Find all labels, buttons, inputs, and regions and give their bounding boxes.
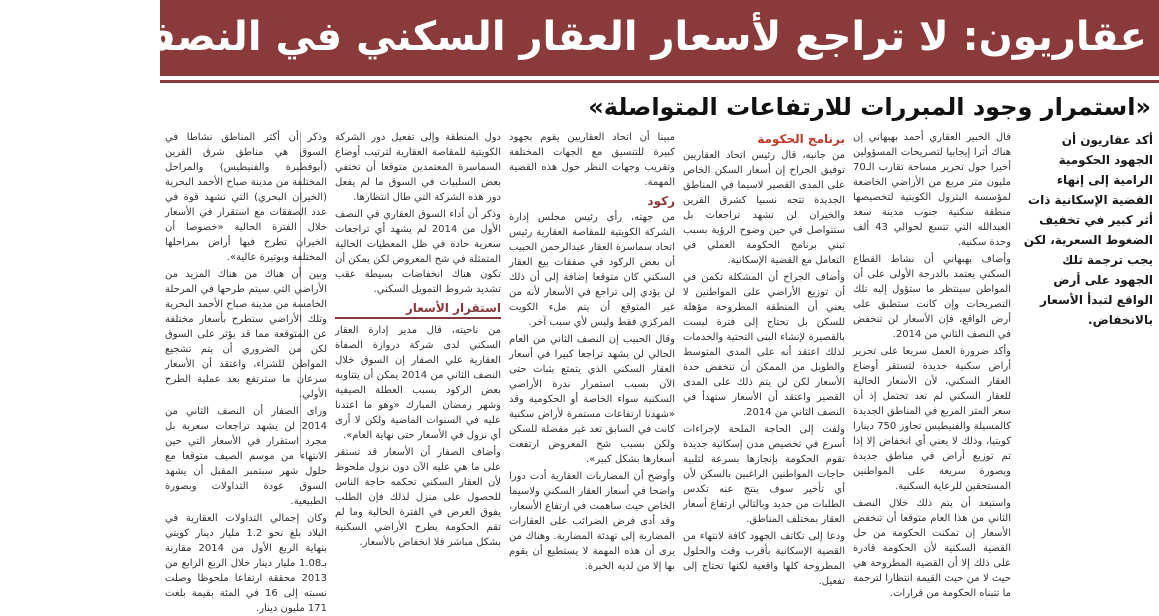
paragraph: وأضاف بهبهاني أن نشاط القطاع السكني يعتمد بالدرجة الأولى على أن المواطن سينتظر ما ستؤول إليه تلك التصريحات وإن كانت ستطبق على أرض الواقع، فإن الأسعار لن تنخفض في النصف الثاني من 2014. xyxy=(853,254,1011,340)
paragraph: وكان إجمالي التداولات العقارية في البلاد بلغ نحو 1.2 مليار دينار كويتي بنهاية الربع الأول من 2014 مقارنة بـ1.08 مليار دينار خلال الربع الرابع من 2013 محققة ارتفاعا ملحوظا وصلت نسبته إلى 16 في المئة بقيمة بلغت 171 مليون دينار. xyxy=(165,513,328,614)
headline-banner xyxy=(0,0,1159,76)
paragraph: وذكر أن أكثر المناطق نشاطا في السوق هي مناطق شرق القرين (أبوفطيرة والفنيطيس) والمراحل المختلفة من مدينة صباح الأحمد البحرية (الخيران البحري) التي تشهد قوة في عدد الصفقات مع استقرار في الأسعار خلال الفترة الحالية «خصوصا أن الخيران تطرح فيها أراض بمراحلها المختلفة وبوتيرة عالية». xyxy=(165,132,327,263)
section-heading: استقرار الأسعار xyxy=(335,299,501,319)
paragraph: من جهته، رأى رئيس مجلس إدارة الشركة الكويتية للمقاصة العقارية رئيس اتحاد سماسرة العقار عبدالرحمن الحبيب أن بعض الركود في صفقات بيع العقار السكني كان متوقعا إضافة إلى أن ذلك لن يؤدي إلى تراجع في الأسعار لأنه من غير المتوقع أن يتم ملء الكويت المركزي فقط وليس لأي سبب آخر. xyxy=(509,212,675,328)
section-heading: برنامج الحكومة xyxy=(757,132,845,146)
paragraph: ودعا إلى تكاتف الجهود كافة لانتهاء من القضية الإسكانية بأقرب وقت والحلول المطروحة كلها واقعية لكنها تحتاج إلى تفعيل. xyxy=(683,531,845,587)
paragraph: وأضاف الصفار أن الأسعار قد تستقر على ما هي عليه الآن دون نزول ملحوظ لأن العقار السكني تحكمه حاجة الناس للحصول على منزل لذلك فإن الطلب يفوق العرض في الفترة الحالية وما لم تقم الحكومة بطرح الأراضي السكنية بشكل مباشر فلا انخفاض بالأسعار. xyxy=(335,447,501,548)
text-column-2 xyxy=(683,130,845,587)
paragraph: ولفت إلى الحاجة الملحة لإجراءات أسرع في تخصيص مدن إسكانية جديدة تقوم الحكومة بإنجازها بسرعة لتلبية حاجات المواطنين الراغبين بالسكن لأن أي تأخير سوف ينتج عنه تكدس الطلبات من جديد وبالتالي ارتفاع أسعار العقار بمختلف المناطق. xyxy=(683,424,845,525)
paragraph: وقال الحبيب إن النصف الثاني من العام الحالي لن يشهد تراجعا كبيرا في أسعار العقار السكني الذي يتمتع بثبات حتى الآن بسبب استمرار ندرة الأراضي السكنية سواء الخاصة أو الحكومية وقد «شهدنا ارتفاعات مستمرة لأراض سكنية كانت في السابق تعد غير مفضلة للسكن ولكن بسبب شح المعروض ارتفعت أسعارها بشكل كبير». xyxy=(509,334,675,465)
paragraph: من ناحيته، قال مدير إدارة العقار السكني لدى شركة دروازة الصفاة العقارية علي الصفار إن السوق خلال النصف الثاني من 2014 يمكن أن يتناوبه بعض الركود بسبب العطلة الصيفية وشهر رمضان المبارك «وهو ما اعتدنا عليه في السنوات الماضية ولكن لا أرى أي نزول في الأسعار حتى نهاية العام». xyxy=(335,325,501,441)
text-column-3 xyxy=(509,130,675,572)
paragraph: قال الخبير العقاري أحمد بهبهاني إن هناك أثرا إيجابيا لتصريحات المسؤولين أخيرا حول تحرير مساحة تقارب الـ70 مليون متر مربع من الأراضي الخاضعة لمؤسسة البترول الكويتية لتخصيصها منطقة سكنية جنوب مدينة سعد العبدالله التي تتسع لحوالي 43 ألف وحدة سكنية. xyxy=(853,132,1011,248)
paragraph: وأضاف الجراح أن المشكلة تكمن في أن توزيع الأراضي على المواطنين لا يعني أن المنطقة المطروحة مؤهلة للسكن بل تحتاج إلى فترة ليست بالقصيرة لإنشاء البنى التحتية والخدمات لذلك اعتقد أنه على المدى المتوسط والطويل من الممكن أن تنخفض حدة الأسعار لكن لن يتم ذلك على المدى القصير واعتقد أن الأسعار ستهدأ في النصف الثاني من 2014. xyxy=(683,272,845,418)
paragraph: مبينا أن اتحاد العقاريين يقوم بجهود كبيرة للتنسيق مع الجهات المختلفة وتقريب وجهات النظر حول هذه القضية المهمة. xyxy=(509,132,675,188)
divider xyxy=(160,80,1159,83)
text-column-5 xyxy=(165,130,328,614)
page-title: عقاريون: لا تراجع لأسعار العقار السكني في النصف الثاني xyxy=(0,14,1147,60)
subheadline: «استمرار وجود المبررات للارتفاعات المتواصلة» xyxy=(588,93,1151,121)
paragraph: واستبعد أن يتم ذلك خلال النصف الثاني من هذا العام متوقعا أن تنخفض الأسعار إن تمكنت الحكومة من حل القضية السكنية لأن الحكومة قادرة على ذلك إلا أن القضية المطروحة هي حيث لا من حيث القيمة انتظارا لترجمة ما تتبناه الحكومة من قرارات. xyxy=(853,498,1011,599)
paragraph: وبين أن هناك من هناك المزيد من الأراضي التي سيتم طرحها في المرحلة الخامسة من مدينة صباح الأحمد البحرية وتلك الأراضي ستطرح بأسعار مختلفة عن المتوقعة مما قد يؤثر على السوق لكن من الضروري أن يتم تشجيع المواطن للشراء، واعتقد أن الأسعار سرعان ما سترتفع بعد عملية الطرح الأولي. xyxy=(165,269,327,400)
paragraph: وراى الصفار أن النصف الثاني من 2014 لن يشهد تراجعات سعرية بل مجرد استقرار في الأسعار التي حين الانتهاء من موسم الصيف متوقعا مع حلول شهر سبتمبر المقبل أن يشهد السوق عودة التداولات وبصورة الطبيعية. xyxy=(165,406,327,507)
paragraph: دول المنطقة وإلى تفعيل دور الشركة الكويتية للمقاصة العقارية لترتيب أوضاع السماسرة المعتمدين متوقعا أن تختفي بعض السلبيات في السوق ما لم يفعل دور هذه الشركة التي طال انتظارها. xyxy=(335,132,501,203)
section-heading: ركود xyxy=(647,194,675,208)
paragraph: وأوضح أن المضاربات العقارية أدت دورا واضحا في أسعار العقار السكني ولاسيما الخاص حيث ساهمت في ارتفاع الأسعار، وقد أدى فرض الضرائب على العقارات المضاربة إلى تهدئة المضاربة. وهناك من يرى أن هذه المهمة لا يستطيع أن يقوم بها إلا من لديه الخبرة. xyxy=(509,471,675,572)
text-column-1 xyxy=(853,130,1011,599)
lead-paragraph: أكد عقاريون أن الجهود الحكومية الرامية إلى إنهاء القضية الإسكانية ذات أثر كبير في تخفيف الضغوط السعرية، لكن يجب ترجمة تلك الجهود على أرض الواقع لتبدأ الأسعار بالانخفاض. xyxy=(1023,133,1153,327)
paragraph: وأكد ضرورة العمل سريعا على تحرير أراض سكنية جديدة لتستقر أوضاع العقار السكني، لأن الأسعار الحالية للعقار السكني لم تعد تحتمل إذ أن سعر المتر المربع في المناطق الجديدة كالمسيلة والفنيطيس تجاوز 750 دينارا كويتيا، وذلك لا يعني أي انخفاض إلا إذا تم توزيع أراض في مناطق جديدة وبصورة سريعة على المواطنين المستحقين للرعاية السكنية. xyxy=(853,346,1011,492)
paragraph: وذكر أن أداء السوق العقاري في النصف الأول من 2014 لم يشهد أي تراجعات سعرية حادة في ظل المعطيات الحالية المتمثلة في شح المعروض لكن يمكن أن تكون هناك انخفاضات بسيطة عقب تشديد شروط التمويل السكني. xyxy=(335,209,502,295)
paragraph: من جانبه، قال رئيس اتحاد العقاريين توفيق الجراح إن أسعار السكن الخاص على المدى القصير لاسيما في المناطق الجديدة تتجه نسبيا كشرق القرين والخيران لن تشهد تراجعات بل ستتواصل في حين وضوح الرؤية بسبب تبني برنامج الحكومة العملي في التعامل مع القضية الإسكانية. xyxy=(683,150,845,266)
text-column-4 xyxy=(335,130,502,548)
